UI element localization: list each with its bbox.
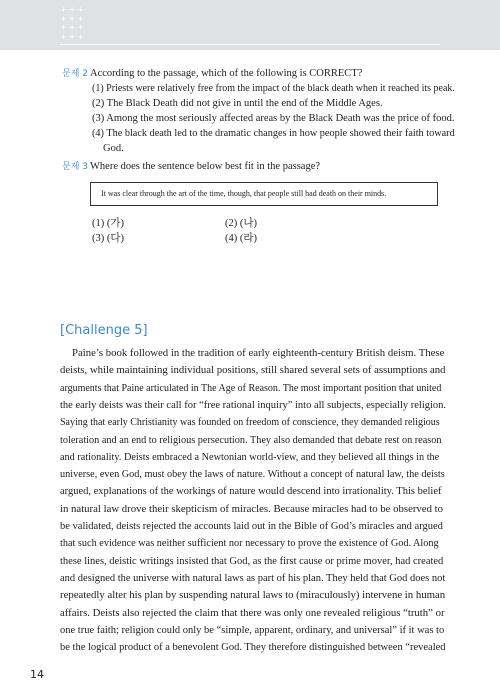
- plus-row: +++: [60, 5, 87, 14]
- passage-line: in natural law drove their skepticism of miracles. Because miracles had to be observed to: [60, 502, 443, 515]
- question-number: 문제 3: [62, 162, 88, 172]
- passage-line: Paine’s book followed in the tradition of early eighteenth-century British deism. These: [72, 347, 445, 359]
- passage-line: repeatedly alter his plan by suspending natural laws to (miraculously) intervene in human: [60, 589, 446, 602]
- passage-line: arguments that Paine articulated in The Age of Reason. The most important position that united: [60, 382, 442, 394]
- option-4: (4) The black death led to the dramatic changes in how people showed their faith toward: [92, 128, 455, 139]
- header-band: [0, 0, 500, 50]
- page-number: 14: [30, 668, 44, 681]
- plus-row: +++: [60, 14, 87, 23]
- choice-1: (1) (가): [92, 218, 125, 229]
- choice-3: (3) (다): [92, 233, 125, 244]
- header-divider: [60, 44, 440, 45]
- option-1: (1) Priests were relatively free from the impact of the black death when it reached its peak.: [92, 83, 455, 94]
- passage-line: the early deists was their call for “free rational inquiry” into all subjects, especially religion.: [60, 399, 447, 411]
- passage-line: be the logical product of a benevolent God. They therefore distinguished between “revealed: [60, 642, 446, 654]
- question-prompt: Where does the sentence below best fit in the passage?: [90, 161, 321, 172]
- passage-line: be validated, deists rejected the accounts laid out in the Bible of God’s miracles and argued: [60, 521, 443, 532]
- challenge-title: [Challenge 5]: [60, 323, 148, 338]
- choice-4: (4) (라): [225, 233, 258, 244]
- choice-2: (2) (나): [225, 218, 258, 229]
- passage-line: argued, explanations of the workings of nature would descend into irrationality. This belief: [60, 486, 442, 498]
- passage-line: Saying that early Christianity was founded on freedom of conscience, they demanded religious: [60, 417, 440, 429]
- passage-line: one true faith; religion could only be “simple, apparent, ordinary, and universal” if it was to: [60, 624, 445, 636]
- passage-line: toleration and an end to religious persecution. They also demanded that debate rest on reason: [60, 434, 442, 446]
- plus-row: +++: [60, 32, 87, 41]
- passage-line: and rationality. Deists embraced a Newtonian world-view, and they believed all things in the: [60, 451, 440, 463]
- option-4-continued: God.: [103, 143, 124, 154]
- question-prompt: According to the passage, which of the following is CORRECT?: [90, 68, 363, 79]
- option-2: (2) The Black Death did not give in until the end of the Middle Ages.: [92, 98, 383, 109]
- passage-line: deists, while maintaining individual positions, still shared several sets of assumptions and: [60, 364, 446, 377]
- plus-row: +++: [60, 23, 87, 32]
- question-number: 문제 2: [62, 69, 88, 79]
- passage-line: that such evidence was neither sufficient nor necessary to prove the existence of God. Along: [60, 538, 439, 550]
- passage-line: these lines, deistic writings insisted that God, as the first cause or prime mover, had created: [60, 555, 444, 567]
- passage-line: universe, even God, must obey the laws of nature. Without a concept of natural law, the deists: [60, 469, 445, 481]
- insert-sentence-box: It was clear through the art of the time, though, that people still had death on their minds.: [90, 182, 438, 206]
- passage-line: and designed the universe with natural laws as part of his plan. They held that God does not: [60, 572, 446, 584]
- plus-decoration: [60, 5, 90, 41]
- option-3: (3) Among the most seriously affected areas by the Black Death was the price of food.: [92, 113, 455, 124]
- passage-line: affairs. Deists also rejected the claim that there was only one revealed religious “truth” or: [60, 606, 445, 619]
